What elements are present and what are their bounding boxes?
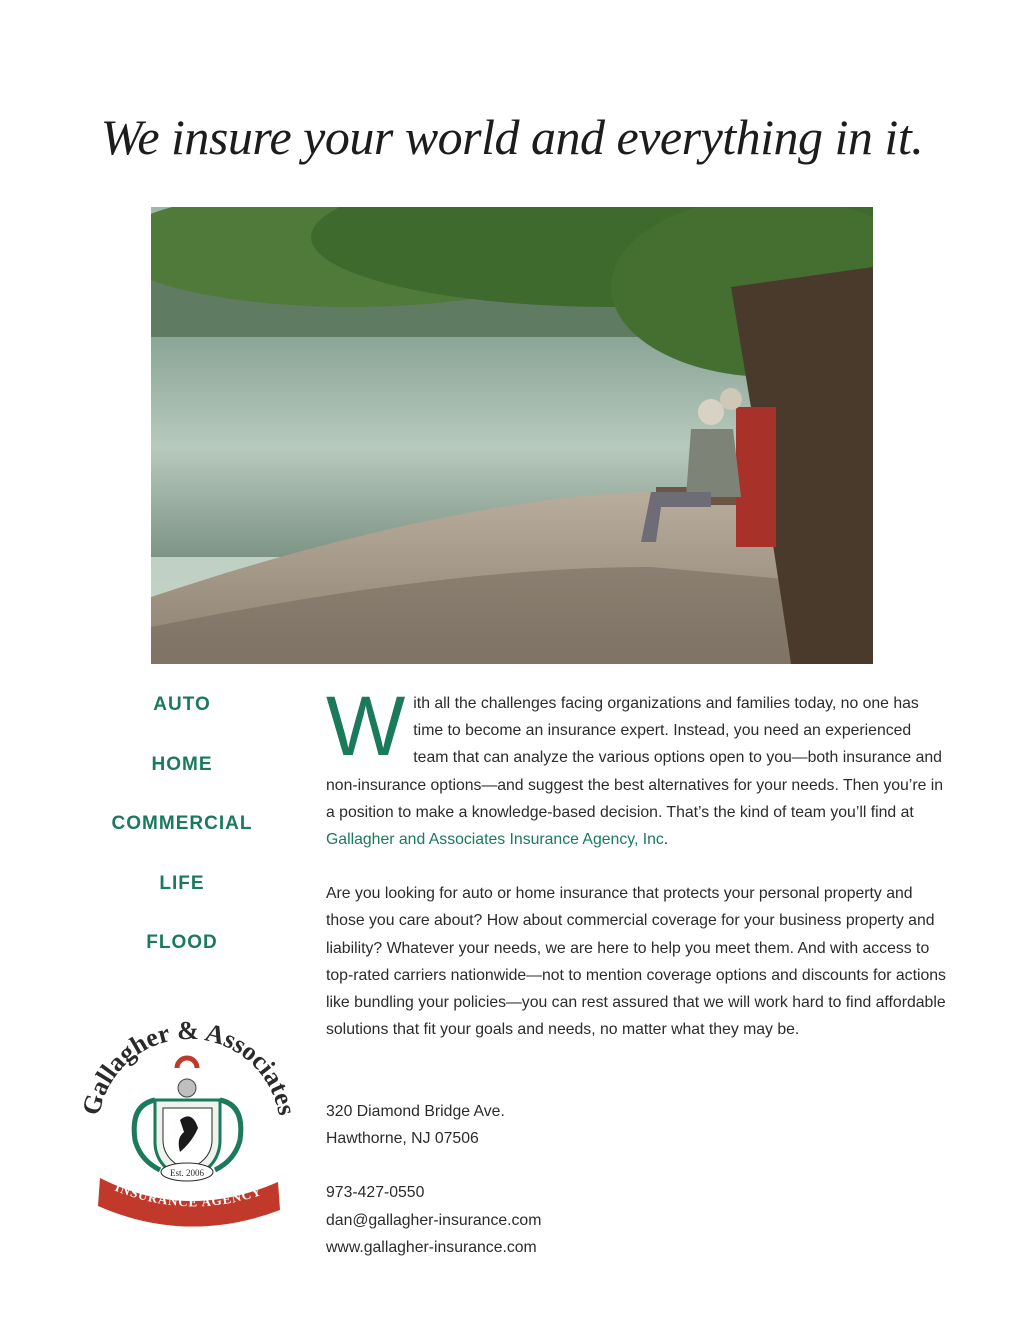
dropcap: W bbox=[326, 679, 406, 773]
intro-end: . bbox=[663, 831, 669, 849]
lake-photo bbox=[151, 207, 873, 664]
service-commercial: COMMERCIAL bbox=[111, 813, 253, 834]
agency-logo bbox=[80, 1010, 295, 1235]
address-line-1: 320 Diamond Bridge Ave. bbox=[326, 1103, 505, 1120]
website-link[interactable]: www.gallagher-insurance.com bbox=[326, 1238, 537, 1256]
body-copy bbox=[326, 679, 946, 1070]
address-line-2: Hawthorne, NJ 07506 bbox=[326, 1130, 479, 1148]
services-list bbox=[82, 690, 282, 988]
headline: We insure your world and everything in it. bbox=[100, 109, 924, 165]
service-life: LIFE bbox=[159, 872, 205, 894]
agency-name: Gallagher and Associates Insurance Agency, Inc bbox=[326, 831, 664, 849]
phone-number: 973-427-0550 bbox=[326, 1184, 425, 1202]
contact-block bbox=[326, 1098, 726, 1261]
services-paragraph: Are you looking for auto or home insurance that protects your personal property and those you care about? How about commercial coverage for your business property and liability? Whatever your needs, we are here to help you meet them. And with access to top-rated carriers nationwide—not to mention coverage options and discounts for actions like bundling your policies—you can rest assured that we will work hard to find affordable solutions that fit your goals and needs, no matter what they may be. bbox=[326, 885, 946, 1039]
email-link[interactable]: dan@gallagher-insurance.com bbox=[326, 1211, 542, 1229]
logo-name-arc: allagher & Associat bbox=[83, 1015, 295, 1100]
service-home: HOME bbox=[151, 753, 213, 775]
service-auto: AUTO bbox=[153, 694, 211, 715]
service-flood: FLOOD bbox=[146, 932, 218, 953]
logo-est: Est. 2006 bbox=[169, 1168, 205, 1178]
logo-banner-text: INSURANCE AGENCY bbox=[112, 1179, 264, 1210]
intro-paragraph bbox=[326, 679, 946, 853]
intro-text: ith all the challenges facing organizations and families today, no one has time to become an insurance expert. Instead, you need an experienced team that can analyze the various options open to you—both insurance and non-insurance options—and suggest the best alternatives for your needs. Then you’re in a position to make a knowledge-based decision. That’s the kind of team you’ll find at bbox=[326, 695, 944, 821]
